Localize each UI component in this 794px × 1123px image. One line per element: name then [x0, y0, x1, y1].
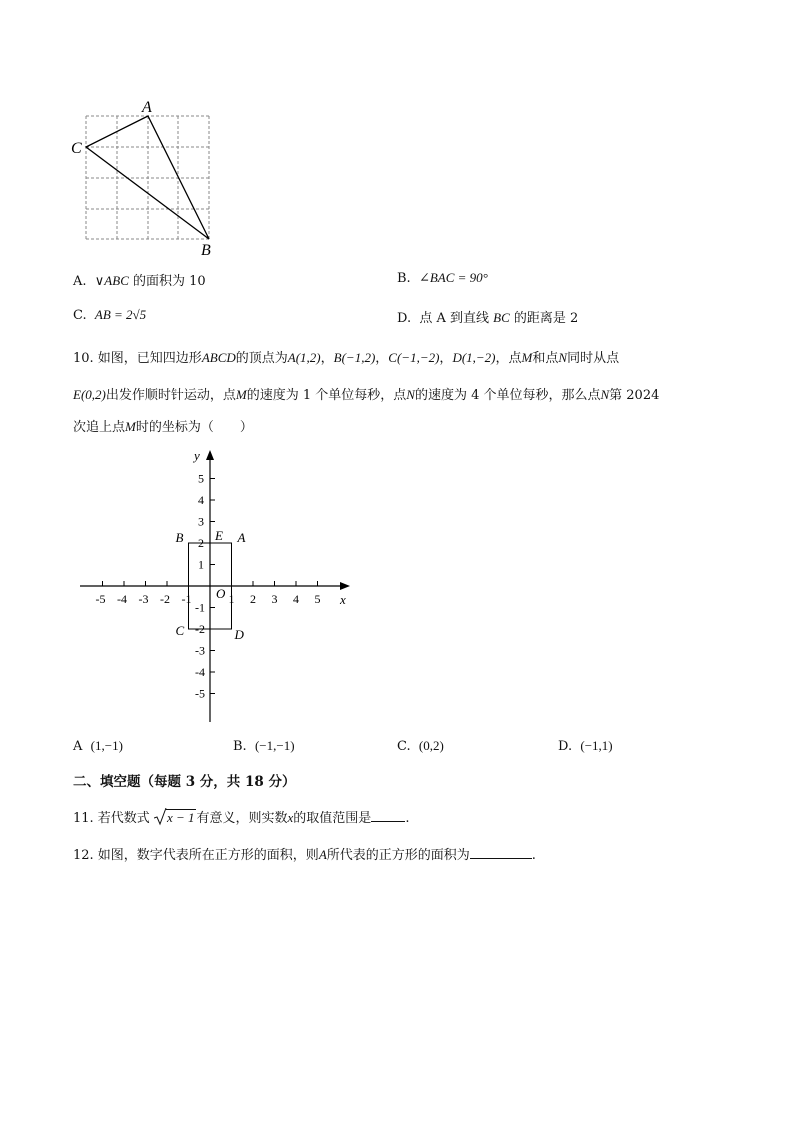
section-title: 二、填空题（每题 3 分，共 18 分）: [73, 774, 296, 790]
stem-text: 同时从点: [567, 351, 620, 366]
option-letter: A: [73, 739, 83, 754]
option-text: 的面积为 10: [133, 274, 206, 289]
stem-text: 的顶点为: [235, 351, 288, 366]
stem-math: N: [406, 387, 415, 402]
point-label-c: C: [175, 623, 185, 638]
option-text: 点 A 到直线: [419, 311, 494, 326]
q9-option-a[interactable]: [73, 270, 206, 289]
x-tick-label: 5: [314, 592, 321, 606]
stem-text: 出发作顺时针运动，点: [105, 388, 236, 403]
q10-option-d[interactable]: [558, 738, 613, 754]
radicand: x − 1: [166, 810, 195, 825]
x-tick-label: -3: [138, 592, 149, 606]
x-tick-label: -2: [160, 592, 170, 606]
point-label-e: E: [215, 528, 223, 543]
y-tick-label: -4: [195, 665, 205, 679]
stem-math: C(−1,−2): [388, 350, 440, 365]
point-label-d: D: [234, 627, 244, 642]
point-label-a: A: [237, 530, 246, 545]
option-math: ∠BAC = 90°: [418, 270, 488, 285]
stem-text: ，点: [495, 351, 522, 366]
stem-text: 和点: [532, 351, 559, 366]
option-letter: A.: [73, 274, 87, 289]
y-tick-label: 1: [198, 557, 204, 572]
option-value: (0,2): [418, 738, 444, 753]
x-tick-label: -1: [181, 592, 192, 606]
y-tick-label: 4: [198, 493, 204, 507]
stem-text: 的速度为 1 个单位每秒，点: [246, 388, 407, 403]
y-tick-label: 3: [198, 514, 204, 529]
option-letter: D.: [397, 311, 412, 326]
x-tick-label: -4: [117, 592, 127, 606]
q10-option-a[interactable]: [73, 738, 123, 754]
vertex-label-a: A: [142, 99, 152, 116]
option-text: 的距离是 2: [509, 311, 579, 326]
stem-text: 有意义，则实数: [196, 811, 288, 826]
y-axis-label: y: [194, 448, 200, 463]
q9-option-b[interactable]: [397, 270, 488, 286]
stem-text: 10. 如图，已知四边形: [73, 351, 202, 366]
option-value: (−1,−1): [254, 738, 295, 753]
stem-math: N: [600, 387, 610, 402]
option-value: (−1,1): [580, 738, 613, 753]
stem-math: A: [318, 847, 327, 862]
origin-label: O: [216, 586, 226, 601]
y-tick-label: -1: [195, 600, 205, 615]
vertex-label-c: C: [71, 140, 82, 157]
coordinate-plane-figure: [72, 446, 362, 728]
x-tick-label: 2: [250, 592, 256, 606]
sqrt-expression: [154, 810, 196, 826]
stem-text: .: [405, 811, 410, 826]
grid-triangle-figure: [68, 96, 218, 258]
stem-math: D(1,−2): [452, 350, 496, 365]
answer-blank[interactable]: [371, 808, 405, 822]
radical-sign-icon: [154, 808, 167, 826]
q12-stem: [73, 844, 536, 863]
q10-option-b[interactable]: [233, 738, 295, 754]
point-label-b: B: [175, 530, 184, 545]
stem-text: 第 2024: [609, 388, 660, 403]
stem-math: M: [235, 387, 247, 402]
option-letter: C.: [73, 308, 87, 323]
option-letter: D.: [558, 739, 573, 754]
stem-text: .: [531, 848, 536, 863]
x-axis-label: x: [340, 592, 346, 607]
option-letter: C.: [397, 739, 411, 754]
stem-text: 所代表的正方形的面积为: [326, 848, 470, 863]
stem-text: 时的坐标为（ ）: [135, 420, 253, 435]
x-tick-label: -5: [95, 592, 106, 606]
stem-math: E(0,2): [73, 387, 106, 402]
stem-math: N: [558, 350, 568, 365]
stem-math: M: [125, 419, 136, 434]
stem-text: 的取值范围是: [293, 811, 372, 826]
stem-text: 12. 如图，数字代表所在正方形的面积，则: [73, 848, 319, 863]
option-math: AB = 2√5: [94, 307, 147, 322]
stem-math: ABCD: [201, 350, 236, 365]
option-letter: B.: [397, 271, 411, 286]
x-axis-arrow-icon: [340, 582, 350, 590]
option-math: ∨ABC: [94, 273, 129, 288]
x-tick-label: 1: [228, 592, 235, 606]
y-tick-label: 5: [198, 471, 204, 486]
vertex-label-b: B: [201, 242, 211, 258]
option-letter: B.: [233, 739, 247, 754]
y-tick-label: -5: [195, 686, 205, 701]
q11-stem: [73, 807, 409, 826]
q9-option-d[interactable]: [397, 307, 578, 326]
x-tick-label: 4: [293, 592, 299, 606]
option-math: BC: [493, 310, 510, 325]
stem-text: 11. 若代数式: [73, 811, 150, 826]
y-tick-label: -2: [195, 622, 205, 636]
answer-blank[interactable]: [470, 845, 532, 859]
option-value: (1,−1): [90, 738, 123, 753]
stem-math: M: [521, 350, 533, 365]
y-tick-label: 2: [198, 536, 204, 550]
stem-text: 次追上点: [73, 420, 126, 435]
dashed-grid: [86, 116, 209, 239]
y-axis-arrow-icon: [206, 450, 214, 460]
stem-math: B(−1,2): [333, 350, 376, 365]
y-tick-label: -3: [195, 643, 205, 658]
stem-math: A(1,2): [287, 350, 321, 365]
x-tick-label: 3: [271, 592, 278, 606]
q9-option-c[interactable]: [73, 307, 146, 323]
stem-math: x: [287, 810, 294, 825]
q10-stem-line3: [73, 416, 253, 435]
stem-text: 的速度为 4 个单位每秒，那么点: [414, 388, 601, 403]
q10-stem-line2: [73, 384, 659, 403]
q10-option-c[interactable]: [397, 738, 444, 754]
q10-stem-line1: 10. 如图，已知四边形ABCD的顶点为A(1,2)，B(−1,2)，C(−1,−2)，D(1,−2)，点M和点N同时从点: [73, 350, 620, 366]
